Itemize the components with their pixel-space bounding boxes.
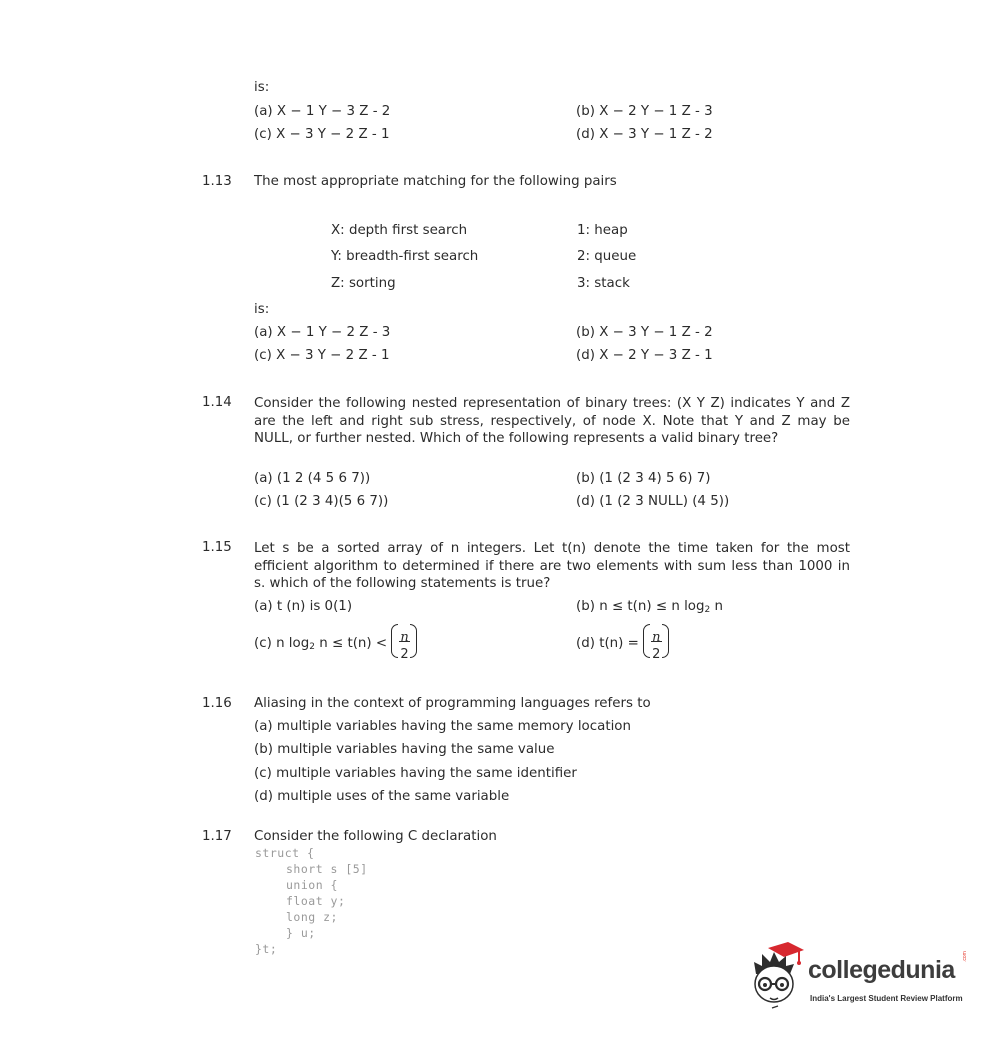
code-line: long z; (286, 910, 338, 924)
q15-option-c: (c) n $\log_2 n \le t(n)$ < n 2 (254, 628, 417, 662)
logo-wordmark: collegedunia (808, 956, 955, 984)
q13-right-2: 2: queue (577, 249, 637, 264)
q12-tail: is: (254, 80, 270, 95)
q16-option-b: (b) multiple variables having the same value (254, 742, 555, 757)
q17-stem: Consider the following C declaration (254, 829, 497, 844)
q17-number: 1.17 (202, 829, 232, 844)
q15-option-d: (d) t(n) = n 2 (576, 628, 669, 662)
fraction-n-over-2: n 2 (643, 624, 669, 658)
q16-option-d: (d) multiple uses of the same variable (254, 789, 510, 804)
q13-right-1: 1: heap (577, 223, 628, 238)
q14-option-a: (a) (1 2 (4 5 6 7)) (254, 471, 371, 486)
q14-option-b: (b) (1 (2 3 4) 5 6) 7) (576, 471, 711, 486)
q14-stem: Consider the following nested representation of binary trees: (X Y Z) indicates Y and Z are the left and right sub stress, respectively, of node X. Note that Y and Z may be NULL, or further nested. Which of the following represents a valid binary tree? (254, 396, 850, 446)
collegedunia-logo (746, 940, 986, 1020)
q13-left-z: Z: sorting (331, 276, 396, 291)
q12-option-c: (c) X − 3 Y − 2 Z - 1 (254, 127, 390, 142)
q16-number: 1.16 (202, 696, 232, 711)
q14-option-c: (c) (1 (2 3 4)(5 6 7)) (254, 494, 389, 509)
q13-stem: The most appropriate matching for the following pairs (254, 174, 617, 189)
q13-option-c: (c) X − 3 Y − 2 Z - 1 (254, 348, 390, 363)
logo-com: .com (962, 951, 968, 962)
q13-option-b: (b) X − 3 Y − 1 Z - 2 (576, 325, 713, 340)
q16-option-c: (c) multiple variables having the same identifier (254, 766, 577, 781)
q16-option-a: (a) multiple variables having the same memory location (254, 719, 631, 734)
code-line: short s [5] (286, 862, 368, 876)
q15-option-b: (b) n ≤ t(n) ≤ n $\log_2 n$ (576, 599, 723, 615)
q16-stem: Aliasing in the context of programming languages refers to (254, 696, 651, 711)
q14-number: 1.14 (202, 395, 232, 410)
q15-option-a: (a) t (n) is 0(1) (254, 599, 353, 614)
q13-left-y: Y: breadth-first search (331, 249, 479, 264)
code-line: } u; (286, 926, 316, 940)
q13-tail: is: (254, 302, 270, 317)
q12-option-d: (d) X − 3 Y − 1 Z - 2 (576, 127, 713, 142)
q15-number: 1.15 (202, 540, 232, 555)
q13-option-a: (a) X − 1 Y − 2 Z - 3 (254, 325, 391, 340)
code-line: float y; (286, 894, 346, 908)
q15-stem: Let s be a sorted array of n integers. Let t(n) denote the time taken for the most efficient algorithm to determined if there are two elements with sum less than 1000 in s. which of the following statements is true? (254, 541, 850, 591)
code-line: union { (286, 878, 338, 892)
q13-right-3: 3: stack (577, 276, 630, 291)
q13-option-d: (d) X − 2 Y − 3 Z - 1 (576, 348, 713, 363)
q14-option-d: (d) (1 (2 3 NULL) (4 5)) (576, 494, 730, 509)
code-line: }t; (255, 942, 278, 956)
q13-number: 1.13 (202, 174, 232, 189)
mascot-icon (746, 940, 808, 1012)
q12-option-a: (a) X − 1 Y − 3 Z - 2 (254, 104, 391, 119)
code-line: struct { (255, 846, 315, 860)
q12-option-b: (b) X − 2 Y − 1 Z - 3 (576, 104, 713, 119)
q13-left-x: X: depth first search (331, 223, 468, 238)
fraction-n-over-2: n 2 (391, 624, 417, 658)
logo-tagline: India's Largest Student Review Platform (810, 994, 963, 1003)
